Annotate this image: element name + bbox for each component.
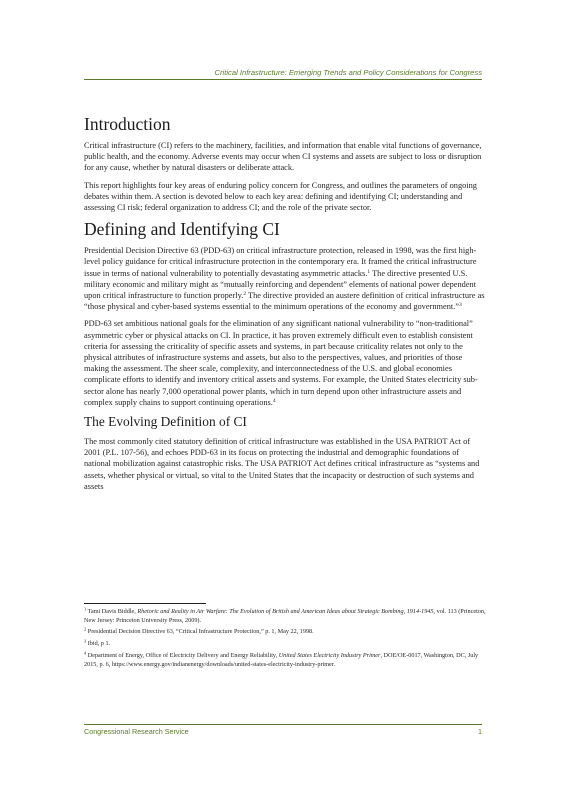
footer-publisher: Congressional Research Service [84,727,189,736]
paragraph-intro-1: Critical infrastructure (CI) refers to the machinery, facilities, and information that enable vital functions of governance, public health, and the economy. Adverse events may occur when CI systems and assets are subject to loss or disruption for any cause, whether by natural disasters or deliberate attack. [84,141,482,173]
footnote-ref[interactable]: 4 [272,397,276,404]
footnote-text: Department of Energy, Office of Electricity Delivery and Energy Reliability, [86,651,279,659]
heading-defining-identifying: Defining and Identifying CI [84,219,280,240]
footnote-ref[interactable]: 2 [243,291,247,298]
heading-introduction: Introduction [84,114,171,134]
paragraph-text: Presidential Decision Directive 63 (PDD-63) on critical infrastructure protection, released in 1998, was the first high-level policy guidance for critical infrastructure protection in the contemporary era. It framed the critical infrastructure issue in terms of national vulnerability to potentially devastating asymmetric attacks. [84,246,477,278]
footnote-number: 3 [84,638,87,644]
document-body [84,110,488,498]
paragraph-text: The directive presented U.S. military economic and military might as “mutually reinforcing and dependent” elements of national power dependent upon critical infrastructure to function properly. [84,268,477,301]
page-number: 1 [478,727,482,736]
paragraph-defining-2 [84,318,488,408]
footnote-text: Tami Davis Biddle, [86,608,138,615]
heading-evolving-definition: The Evolving Definition of CI [84,414,247,430]
footnote-title: Rhetoric and Reality in Air Warfare: The Evolution of British and American Ideas about Strategic Bombing, 1914-1945 [137,608,434,615]
footnote-title: United States Electricity Industry Primer [278,651,381,659]
footnote-1 [84,608,488,625]
footnote-ref[interactable]: 3 [458,302,462,309]
paragraph-intro-2: This report highlights four key areas of enduring policy concern for Congress, and outlines the parameters of ongoing debates within them. A section is devoted below to each key area: defining and identifying CI; understanding and assessing CI risk; federal organization to address CI; and the role of the private sector. [84,180,477,213]
footnote-3 [84,640,488,649]
footnote-text: Presidential Decision Directive 63, “Critical Infrastructure Protection,” p. 1, May 22, 1998. [86,628,314,636]
footer-rule [84,724,482,725]
footnote-rule [84,603,206,604]
footnote-text: Ibid, p 1. [86,640,111,648]
footnotes [84,608,488,672]
footnote-number: 1 [84,606,87,612]
paragraph-text: The directive provided an austere definition of critical infrastructure as “those physical and cyber-based systems essential to the minimum operations of the economy and government.” [84,291,485,312]
footnote-link[interactable]: , DOE/OE-0017, Washington, DC, July 2015, p. 6, https://www.energy.gov/indianenergy/downloads/united-states-electricity-industry-primer. [84,651,479,668]
footnote-text: , vol. 113 (Princeton, New Jersey: Princeton University Press, 2009). [84,608,486,624]
paragraph-text: PDD-63 set ambitious national goals for the elimination of any significant national vulnerability to “non-traditional” asymmetric cyber or physical attacks on CI. In practice, it has proven extremely difficult even to establish consistent criteria for assessing the criticality of specific assets and systems, in part because criticality relates not only to the physical attributes of infrastructure systems and assets, but also to the perspectives, values, and priorities of those making the assessment. The sheer scale, complexity, and interconnectedness of the U.S. and global economies complicate efforts to identify and inventory critical assets and systems. For example, the United States electricity sub-sector alone has nearly 7,000 operational power plants, which in turn depend upon other infrastructure assets and complex supply chains to support continuing operations. [84,319,478,407]
footnote-4 [84,652,488,669]
footnote-ref[interactable]: 1 [367,268,371,275]
header-rule [84,79,482,80]
footnote-number: 2 [84,626,87,632]
footnote-2 [84,628,488,637]
paragraph-evolving-1: The most commonly cited statutory definition of critical infrastructure was established in the USA PATRIOT Act of 2001 (P.L. 107-56), and echoes PDD-63 in its focus on protecting the industrial and demographic foundations of national mobilization against catastrophic risks. The USA PATRIOT Act defines critical infrastructure as “systems and assets, whether physical or virtual, so vital to the United States that the incapacity or destruction of such systems and assets [84,437,480,491]
paragraph-defining-1 [84,245,488,312]
footnote-number: 4 [84,650,87,656]
running-header: Critical Infrastructure: Emerging Trends and Policy Considerations for Congress [214,68,482,77]
